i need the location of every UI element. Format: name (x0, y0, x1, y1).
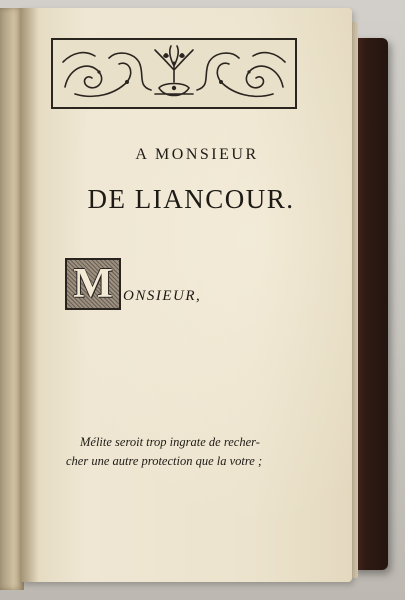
body-line-2: cher une autre protection que la votre ; (66, 454, 263, 468)
body-paragraph (66, 433, 346, 471)
dedication-line-1: A MONSIEUR (135, 146, 259, 163)
salutation: ONSIEUR, (123, 288, 202, 304)
dedication-line-2: DE LIANCOUR. (87, 184, 295, 214)
headpiece-ornament (51, 38, 297, 109)
floral-scroll-icon (55, 42, 293, 105)
drop-cap-letter: M (73, 261, 113, 307)
gutter-shadow (20, 8, 38, 582)
book-page (20, 8, 352, 582)
body-line-1: Mélite seroit trop ingrate de recher- (80, 435, 260, 449)
drop-cap-ornament (65, 258, 121, 310)
